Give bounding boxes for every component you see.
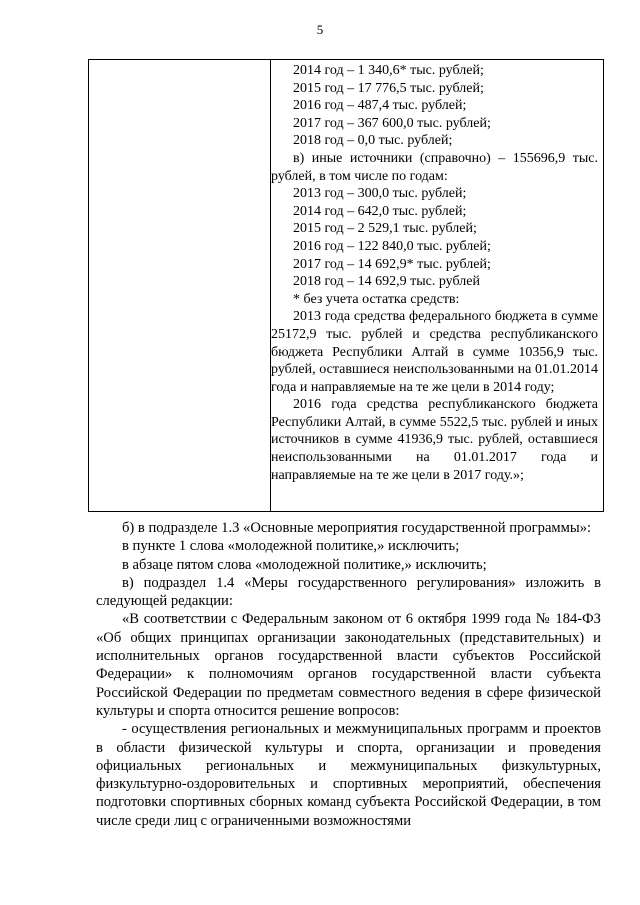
footnote-2013: 2013 года средства федерального бюджета в сумме 25172,9 тыс. рублей и средства республиканского бюджета Республики Алтай в сумме 10356,9 тыс. рублей, оставшиеся неиспользованными на 01.01.2014 года и направляемые на те же цели в 2014 году;	[271, 309, 598, 395]
document-body	[96, 519, 601, 830]
year-line: 2014 год – 642,0 тыс. рублей;	[293, 203, 467, 219]
footnote-title: * без учета остатка средств:	[293, 291, 460, 307]
year-line: 2016 год – 122 840,0 тыс. рублей;	[293, 238, 491, 254]
funding-line: 2017 год – 367 600,0 тыс. рублей;	[293, 115, 491, 131]
paragraph-subsection-1-4: в) подраздел 1.4 «Меры государственного регулирования» изложить в следующей редакции:	[96, 574, 601, 610]
page-number: 5	[316, 22, 324, 37]
paragraph-item-1: в пункте 1 слова «молодежной политике,» исключить;	[122, 538, 460, 555]
paragraph-programs: - осуществления региональных и межмуниципальных программ и проектов в области физической культуры и спорта, организации и проведения официальных региональных и межмуниципальных физкультурных, физкультурно-оздоровительных и спортивных мероприятий, обеспечения подготовки спортивных сборных команд субъекта Российской Федерации, в том числе среди лиц с ограниченными возможностями	[96, 721, 601, 829]
paragraph-subsection-1-3: б) в подразделе 1.3 «Основные мероприятия государственной программы»:	[122, 520, 592, 536]
funding-line: 2016 год – 487,4 тыс. рублей;	[293, 98, 467, 114]
other-sources-line: в) иные источники (справочно) – 155696,9 тыс. рублей, в том числе по годам:	[271, 150, 598, 184]
paragraph-item-5: в абзаце пятом слова «молодежной политике,» исключить;	[122, 556, 487, 573]
funding-line: 2015 год – 17 776,5 тыс. рублей;	[293, 80, 484, 96]
footnote-2016: 2016 года средства республиканского бюджета Республики Алтай, в сумме 5522,5 тыс. рублей и иных источников в сумме 41936,9 тыс. рублей, оставшиеся неиспользованными на 01.01.2017 года и направляемые на те же цели в 2017 году.»;	[271, 397, 598, 483]
year-line: 2018 год – 14 692,9 тыс. рублей	[293, 274, 480, 290]
funding-cell	[271, 62, 598, 484]
year-line: 2013 год – 300,0 тыс. рублей;	[293, 186, 467, 202]
year-line: 2017 год – 14 692,9* тыс. рублей;	[293, 256, 491, 272]
funding-table	[88, 59, 604, 512]
funding-line: 2018 год – 0,0 тыс. рублей;	[293, 133, 453, 149]
funding-line: 2014 год – 1 340,6* тыс. рублей;	[293, 63, 484, 78]
paragraph-law-reference: «В соответствии с Федеральным законом от 6 октября 1999 года № 184-ФЗ «Об общих принципах организации законодательных (представительных) и исполнительных органов государственной власти субъектов Российской Федерации» к полномочиям органов государственной власти субъекта Российской Федерации по предметам совместного ведения в сфере физической культуры и спорта относится решение вопросов:	[96, 611, 601, 719]
year-line: 2015 год – 2 529,1 тыс. рублей;	[293, 221, 477, 237]
